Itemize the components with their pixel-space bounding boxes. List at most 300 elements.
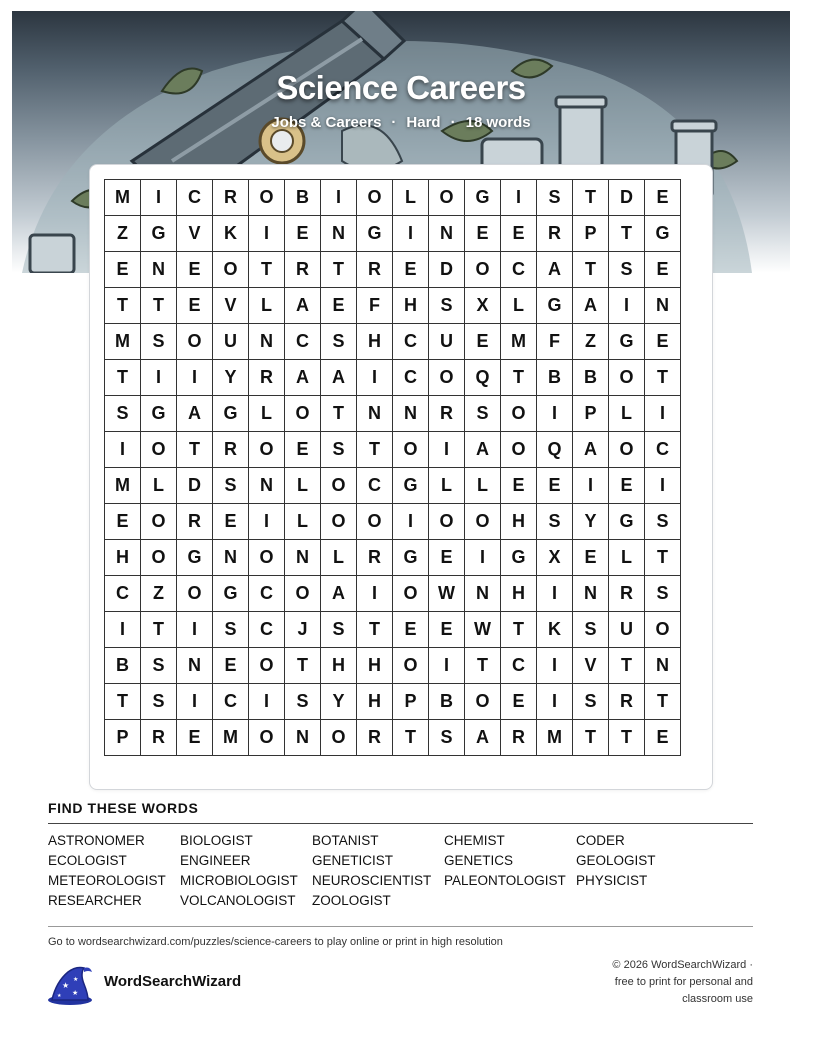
svg-text:★: ★ bbox=[72, 989, 79, 997]
grid-cell: O bbox=[609, 360, 645, 396]
grid-cell: E bbox=[501, 216, 537, 252]
grid-cell: O bbox=[393, 648, 429, 684]
grid-cell: O bbox=[465, 684, 501, 720]
grid-cell: T bbox=[501, 612, 537, 648]
grid-cell: S bbox=[429, 288, 465, 324]
grid-cell: S bbox=[285, 684, 321, 720]
grid-cell: Z bbox=[105, 216, 141, 252]
grid-row bbox=[105, 432, 681, 468]
grid-cell: B bbox=[105, 648, 141, 684]
grid-cell: U bbox=[609, 612, 645, 648]
grid-cell: T bbox=[249, 252, 285, 288]
grid-cell: A bbox=[321, 576, 357, 612]
grid-cell: P bbox=[105, 720, 141, 756]
word-list-item: GEOLOGIST bbox=[576, 853, 656, 868]
grid-cell: B bbox=[285, 180, 321, 216]
grid-cell: N bbox=[645, 288, 681, 324]
word-list-item: PALEONTOLOGIST bbox=[444, 873, 566, 888]
grid-cell: T bbox=[141, 288, 177, 324]
grid-cell: N bbox=[465, 576, 501, 612]
grid-cell: T bbox=[609, 720, 645, 756]
grid-cell: N bbox=[645, 648, 681, 684]
grid-row bbox=[105, 252, 681, 288]
grid-cell: R bbox=[501, 720, 537, 756]
grid-cell: G bbox=[393, 540, 429, 576]
grid-row bbox=[105, 360, 681, 396]
grid-cell: I bbox=[393, 504, 429, 540]
grid-cell: G bbox=[213, 576, 249, 612]
grid-cell: O bbox=[321, 720, 357, 756]
grid-cell: N bbox=[249, 468, 285, 504]
grid-cell: H bbox=[393, 288, 429, 324]
grid-cell: L bbox=[321, 540, 357, 576]
grid-cell: C bbox=[249, 612, 285, 648]
grid-cell: R bbox=[213, 180, 249, 216]
grid-cell: X bbox=[537, 540, 573, 576]
grid-cell: L bbox=[609, 396, 645, 432]
grid-cell: L bbox=[393, 180, 429, 216]
grid-cell: O bbox=[465, 504, 501, 540]
grid-cell: O bbox=[321, 504, 357, 540]
grid-cell: T bbox=[609, 216, 645, 252]
grid-cell: T bbox=[645, 684, 681, 720]
grid-cell: O bbox=[465, 252, 501, 288]
grid-cell: V bbox=[213, 288, 249, 324]
grid-cell: N bbox=[285, 720, 321, 756]
grid-cell: L bbox=[249, 288, 285, 324]
grid-cell: O bbox=[429, 360, 465, 396]
grid-cell: O bbox=[177, 576, 213, 612]
grid-cell: E bbox=[177, 720, 213, 756]
grid-cell: S bbox=[573, 684, 609, 720]
word-list-item: MICROBIOLOGIST bbox=[180, 873, 298, 888]
grid-cell: T bbox=[285, 648, 321, 684]
grid-cell: U bbox=[429, 324, 465, 360]
grid-cell: I bbox=[645, 468, 681, 504]
grid-cell: T bbox=[177, 432, 213, 468]
grid-cell: O bbox=[249, 432, 285, 468]
grid-cell: I bbox=[537, 396, 573, 432]
grid-cell: A bbox=[573, 432, 609, 468]
grid-cell: E bbox=[393, 252, 429, 288]
grid-cell: L bbox=[609, 540, 645, 576]
grid-cell: R bbox=[177, 504, 213, 540]
grid-cell: A bbox=[465, 432, 501, 468]
grid-cell: S bbox=[321, 612, 357, 648]
grid-cell: N bbox=[285, 540, 321, 576]
grid-cell: G bbox=[501, 540, 537, 576]
grid-cell: I bbox=[537, 684, 573, 720]
grid-row bbox=[105, 684, 681, 720]
grid-cell: B bbox=[573, 360, 609, 396]
grid-cell: S bbox=[645, 504, 681, 540]
grid-cell: N bbox=[213, 540, 249, 576]
grid-cell: L bbox=[141, 468, 177, 504]
grid-cell: I bbox=[249, 504, 285, 540]
grid-row bbox=[105, 540, 681, 576]
grid-cell: T bbox=[105, 684, 141, 720]
divider bbox=[48, 926, 753, 927]
grid-cell: R bbox=[429, 396, 465, 432]
grid-cell: U bbox=[213, 324, 249, 360]
grid-cell: I bbox=[393, 216, 429, 252]
word-list bbox=[48, 832, 753, 909]
grid-cell: G bbox=[213, 396, 249, 432]
grid-cell: T bbox=[105, 360, 141, 396]
puzzle-title: Science Careers bbox=[276, 69, 526, 106]
grid-cell: B bbox=[537, 360, 573, 396]
grid-cell: H bbox=[105, 540, 141, 576]
grid-cell: T bbox=[573, 720, 609, 756]
grid-cell: C bbox=[393, 324, 429, 360]
divider bbox=[48, 823, 753, 824]
word-list-item: PHYSICIST bbox=[576, 873, 648, 888]
grid-cell: W bbox=[465, 612, 501, 648]
grid-row bbox=[105, 504, 681, 540]
grid-cell: T bbox=[141, 612, 177, 648]
grid-cell: I bbox=[609, 288, 645, 324]
grid-cell: O bbox=[357, 504, 393, 540]
grid-cell: I bbox=[537, 576, 573, 612]
grid-row bbox=[105, 288, 681, 324]
grid-cell: O bbox=[141, 432, 177, 468]
grid-cell: H bbox=[321, 648, 357, 684]
grid-cell: I bbox=[141, 360, 177, 396]
grid-cell: E bbox=[645, 720, 681, 756]
grid-cell: X bbox=[465, 288, 501, 324]
grid-cell: R bbox=[609, 576, 645, 612]
grid-cell: I bbox=[573, 468, 609, 504]
grid-cell: O bbox=[285, 576, 321, 612]
grid-cell: A bbox=[177, 396, 213, 432]
grid-row bbox=[105, 720, 681, 756]
grid-cell: O bbox=[357, 180, 393, 216]
grid-cell: I bbox=[537, 648, 573, 684]
grid-cell: E bbox=[429, 612, 465, 648]
grid-cell: S bbox=[141, 684, 177, 720]
grid-cell: N bbox=[141, 252, 177, 288]
grid-cell: G bbox=[357, 216, 393, 252]
word-list-item: ZOOLOGIST bbox=[312, 893, 391, 908]
grid-cell: E bbox=[177, 288, 213, 324]
grid-cell: R bbox=[285, 252, 321, 288]
grid-cell: I bbox=[357, 360, 393, 396]
grid-cell: T bbox=[321, 252, 357, 288]
grid-cell: N bbox=[321, 216, 357, 252]
grid-cell: E bbox=[321, 288, 357, 324]
grid-cell: M bbox=[105, 324, 141, 360]
word-list-item: BOTANIST bbox=[312, 833, 379, 848]
grid-cell: Z bbox=[141, 576, 177, 612]
grid-cell: L bbox=[429, 468, 465, 504]
grid-cell: I bbox=[249, 216, 285, 252]
word-list-item: ECOLOGIST bbox=[48, 853, 127, 868]
grid-cell: I bbox=[105, 612, 141, 648]
grid-cell: N bbox=[177, 648, 213, 684]
grid-cell: Y bbox=[321, 684, 357, 720]
grid-cell: B bbox=[429, 684, 465, 720]
grid-cell: T bbox=[393, 720, 429, 756]
grid-cell: O bbox=[501, 396, 537, 432]
grid-cell: S bbox=[213, 468, 249, 504]
grid-cell: C bbox=[501, 648, 537, 684]
grid-cell: G bbox=[609, 504, 645, 540]
grid-cell: R bbox=[141, 720, 177, 756]
grid-cell: K bbox=[537, 612, 573, 648]
grid-cell: O bbox=[501, 432, 537, 468]
grid-cell: H bbox=[357, 648, 393, 684]
difficulty-label: Hard bbox=[406, 114, 441, 131]
grid-cell: Y bbox=[573, 504, 609, 540]
copyright-line: © 2026 WordSearchWizard · bbox=[612, 959, 753, 971]
grid-cell: S bbox=[321, 324, 357, 360]
grid-cell: N bbox=[357, 396, 393, 432]
grid-cell: S bbox=[645, 576, 681, 612]
grid-cell: Q bbox=[465, 360, 501, 396]
grid-cell: S bbox=[609, 252, 645, 288]
grid-cell: L bbox=[285, 468, 321, 504]
svg-text:★: ★ bbox=[57, 993, 62, 999]
grid-cell: I bbox=[429, 432, 465, 468]
grid-cell: C bbox=[501, 252, 537, 288]
grid-cell: O bbox=[645, 612, 681, 648]
grid-cell: E bbox=[645, 252, 681, 288]
grid-cell: T bbox=[321, 396, 357, 432]
grid-row bbox=[105, 468, 681, 504]
grid-cell: E bbox=[465, 324, 501, 360]
grid-cell: M bbox=[213, 720, 249, 756]
word-list-item: RESEARCHER bbox=[48, 893, 142, 908]
grid-cell: L bbox=[249, 396, 285, 432]
grid-cell: R bbox=[357, 252, 393, 288]
grid-cell: I bbox=[177, 684, 213, 720]
grid-cell: V bbox=[573, 648, 609, 684]
grid-cell: C bbox=[177, 180, 213, 216]
word-list-item: ASTRONOMER bbox=[48, 833, 145, 848]
grid-row bbox=[105, 324, 681, 360]
grid-cell: E bbox=[429, 540, 465, 576]
grid-cell: M bbox=[105, 468, 141, 504]
grid-cell: T bbox=[357, 432, 393, 468]
grid-cell: E bbox=[609, 468, 645, 504]
grid-cell: D bbox=[609, 180, 645, 216]
grid-cell: G bbox=[465, 180, 501, 216]
grid-cell: G bbox=[645, 216, 681, 252]
grid-cell: T bbox=[645, 540, 681, 576]
grid-cell: R bbox=[609, 684, 645, 720]
grid-cell: S bbox=[321, 432, 357, 468]
grid-cell: I bbox=[105, 432, 141, 468]
grid-cell: R bbox=[213, 432, 249, 468]
grid-cell: E bbox=[537, 468, 573, 504]
grid-cell: I bbox=[249, 684, 285, 720]
grid-cell: E bbox=[285, 432, 321, 468]
grid-cell: R bbox=[537, 216, 573, 252]
grid-cell: O bbox=[177, 324, 213, 360]
grid-cell: A bbox=[285, 288, 321, 324]
grid-row bbox=[105, 180, 681, 216]
word-list-item: GENETICS bbox=[444, 853, 514, 868]
grid-cell: W bbox=[429, 576, 465, 612]
grid-cell: O bbox=[609, 432, 645, 468]
grid-cell: A bbox=[321, 360, 357, 396]
grid-cell: N bbox=[573, 576, 609, 612]
grid-cell: C bbox=[645, 432, 681, 468]
meta-separator: · bbox=[391, 114, 397, 131]
grid-cell: T bbox=[609, 648, 645, 684]
grid-cell: G bbox=[177, 540, 213, 576]
grid-cell: L bbox=[501, 288, 537, 324]
grid-cell: E bbox=[177, 252, 213, 288]
grid-cell: I bbox=[429, 648, 465, 684]
grid-cell: O bbox=[249, 540, 285, 576]
grid-cell: E bbox=[645, 180, 681, 216]
grid-cell: J bbox=[285, 612, 321, 648]
grid-cell: D bbox=[429, 252, 465, 288]
grid-cell: M bbox=[501, 324, 537, 360]
grid-cell: O bbox=[429, 504, 465, 540]
grid-cell: I bbox=[501, 180, 537, 216]
grid-cell: O bbox=[285, 396, 321, 432]
grid-cell: I bbox=[177, 612, 213, 648]
grid-cell: H bbox=[357, 684, 393, 720]
svg-text:★: ★ bbox=[62, 981, 70, 990]
grid-cell: N bbox=[393, 396, 429, 432]
grid-cell: N bbox=[249, 324, 285, 360]
grid-cell: H bbox=[501, 504, 537, 540]
wizard-hat-icon bbox=[46, 964, 94, 1006]
grid-cell: O bbox=[321, 468, 357, 504]
word-list-item: METEOROLOGIST bbox=[48, 873, 166, 888]
grid-cell: S bbox=[429, 720, 465, 756]
word-count-label: 18 words bbox=[465, 114, 531, 131]
grid-cell: S bbox=[141, 648, 177, 684]
grid-cell: C bbox=[393, 360, 429, 396]
grid-cell: R bbox=[357, 720, 393, 756]
grid-cell: C bbox=[105, 576, 141, 612]
grid-cell: Q bbox=[537, 432, 573, 468]
grid-cell: Z bbox=[573, 324, 609, 360]
grid-cell: S bbox=[465, 396, 501, 432]
word-list-item: CODER bbox=[576, 833, 625, 848]
category-label: Jobs & Careers bbox=[271, 114, 382, 131]
grid-cell: I bbox=[645, 396, 681, 432]
word-list-item: CHEMIST bbox=[444, 833, 505, 848]
grid-cell: M bbox=[105, 180, 141, 216]
grid-cell: S bbox=[537, 504, 573, 540]
grid-cell: T bbox=[573, 180, 609, 216]
grid-cell: I bbox=[357, 576, 393, 612]
word-list-item: BIOLOGIST bbox=[180, 833, 253, 848]
grid-cell: C bbox=[249, 576, 285, 612]
grid-cell: E bbox=[501, 684, 537, 720]
grid-cell: E bbox=[105, 252, 141, 288]
grid-cell: S bbox=[213, 612, 249, 648]
grid-row bbox=[105, 396, 681, 432]
grid-cell: G bbox=[141, 396, 177, 432]
grid-cell: F bbox=[357, 288, 393, 324]
grid-cell: E bbox=[285, 216, 321, 252]
grid-cell: N bbox=[429, 216, 465, 252]
grid-cell: O bbox=[213, 252, 249, 288]
grid-cell: H bbox=[357, 324, 393, 360]
grid-cell: I bbox=[177, 360, 213, 396]
grid-cell: E bbox=[465, 216, 501, 252]
grid-cell: P bbox=[573, 216, 609, 252]
grid-cell: C bbox=[357, 468, 393, 504]
copyright-notice bbox=[583, 957, 753, 1008]
grid-cell: P bbox=[393, 684, 429, 720]
grid-cell: F bbox=[537, 324, 573, 360]
grid-row bbox=[105, 612, 681, 648]
grid-cell: E bbox=[501, 468, 537, 504]
grid-cell: T bbox=[357, 612, 393, 648]
grid-cell: P bbox=[573, 396, 609, 432]
grid-cell: G bbox=[141, 216, 177, 252]
grid-cell: A bbox=[285, 360, 321, 396]
grid-cell: S bbox=[537, 180, 573, 216]
word-list-item: VOLCANOLOGIST bbox=[180, 893, 296, 908]
footer-url-text: Go to wordsearchwizard.com/puzzles/science-careers to play online or print in high resolution bbox=[48, 936, 503, 948]
grid-cell: S bbox=[573, 612, 609, 648]
copyright-line: classroom use bbox=[682, 993, 753, 1005]
grid-cell: A bbox=[465, 720, 501, 756]
grid-cell: G bbox=[609, 324, 645, 360]
grid-cell: T bbox=[573, 252, 609, 288]
grid-cell: E bbox=[105, 504, 141, 540]
grid-cell: O bbox=[249, 648, 285, 684]
grid-cell: D bbox=[177, 468, 213, 504]
grid-cell: T bbox=[465, 648, 501, 684]
svg-text:★: ★ bbox=[73, 976, 79, 983]
word-list-heading: FIND THESE WORDS bbox=[48, 800, 199, 816]
grid-cell: S bbox=[105, 396, 141, 432]
grid-cell: S bbox=[141, 324, 177, 360]
grid-cell: T bbox=[501, 360, 537, 396]
grid-cell: A bbox=[537, 252, 573, 288]
grid-cell: O bbox=[393, 576, 429, 612]
grid-cell: Y bbox=[213, 360, 249, 396]
grid-cell: G bbox=[393, 468, 429, 504]
grid-cell: V bbox=[177, 216, 213, 252]
grid-row bbox=[105, 576, 681, 612]
word-list-item: NEUROSCIENTIST bbox=[312, 873, 432, 888]
grid-cell: O bbox=[141, 540, 177, 576]
brand-name: WordSearchWizard bbox=[104, 973, 242, 990]
grid-cell: O bbox=[141, 504, 177, 540]
grid-cell: E bbox=[645, 324, 681, 360]
grid-cell: T bbox=[645, 360, 681, 396]
grid-row bbox=[105, 216, 681, 252]
grid-cell: E bbox=[213, 504, 249, 540]
grid-cell: G bbox=[537, 288, 573, 324]
grid-cell: C bbox=[285, 324, 321, 360]
word-list-item: GENETICIST bbox=[312, 853, 394, 868]
grid-cell: T bbox=[105, 288, 141, 324]
grid-cell: O bbox=[393, 432, 429, 468]
grid-cell: R bbox=[249, 360, 285, 396]
grid-cell: I bbox=[465, 540, 501, 576]
grid-cell: L bbox=[465, 468, 501, 504]
grid-cell: I bbox=[321, 180, 357, 216]
grid-cell: M bbox=[537, 720, 573, 756]
grid-cell: C bbox=[213, 684, 249, 720]
copyright-line: free to print for personal and bbox=[614, 976, 753, 988]
grid-cell: E bbox=[393, 612, 429, 648]
grid-cell: H bbox=[501, 576, 537, 612]
grid-cell: O bbox=[249, 720, 285, 756]
grid-row bbox=[105, 648, 681, 684]
